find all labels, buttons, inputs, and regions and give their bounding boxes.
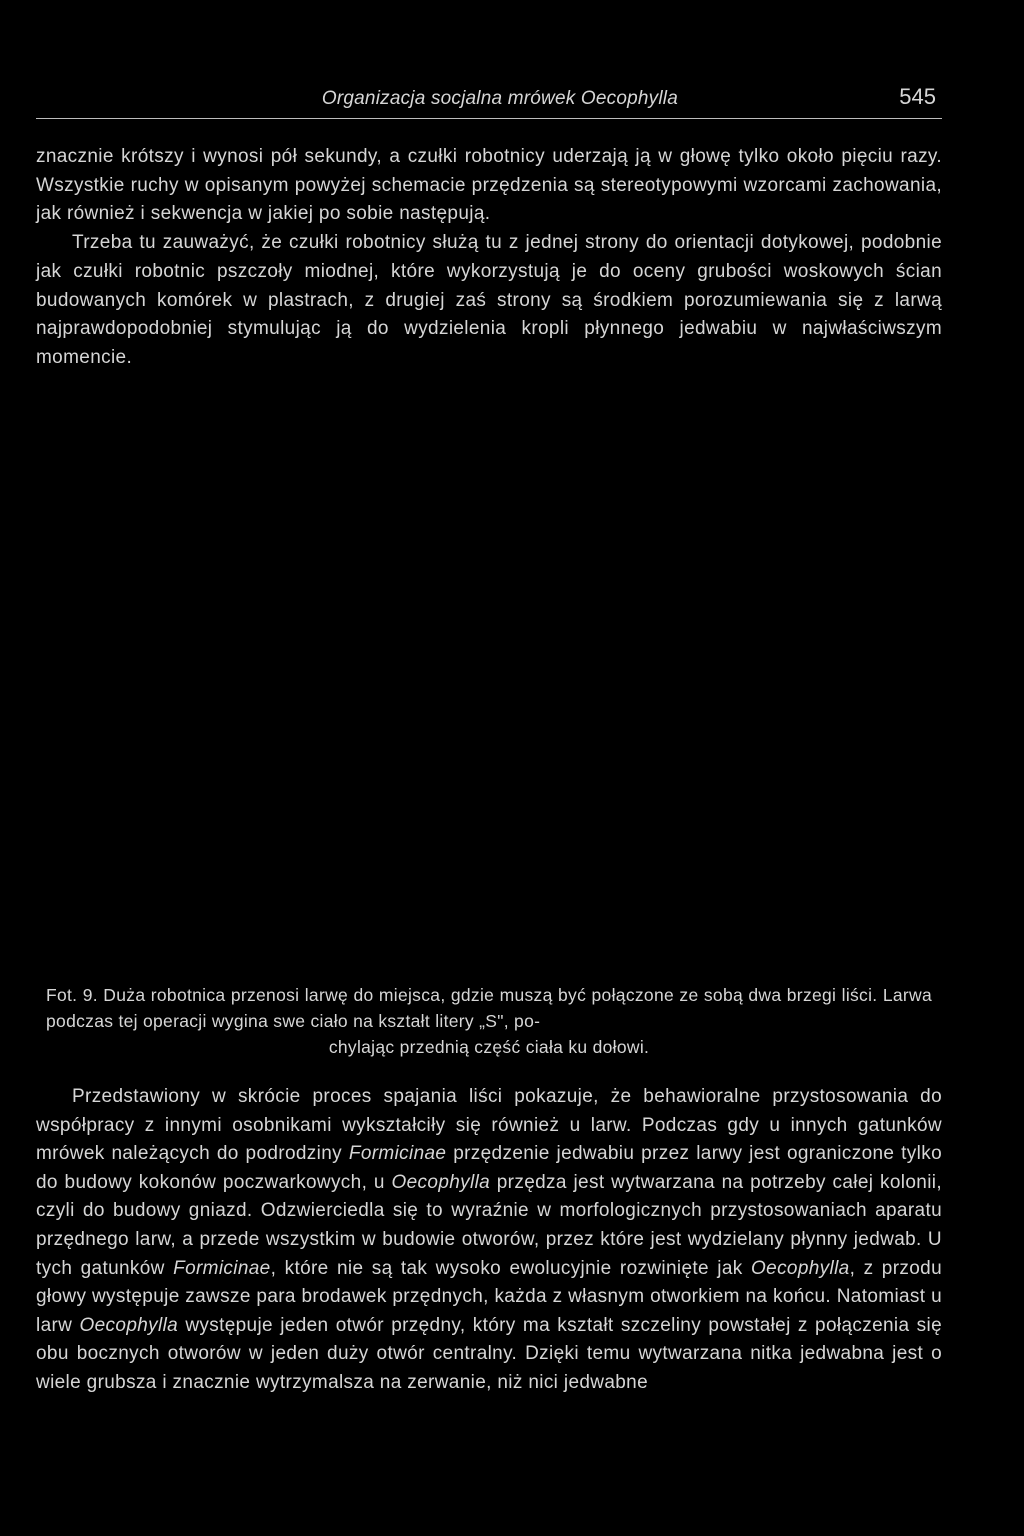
text-run: , z przodu głowy występuje zawsze para brodawek przędnych, każda z własnym otworkiem na końcu. Natomiast u larw: [36, 1257, 943, 1336]
text-run: występuje jeden otwór przędny, który ma kształt szczeliny powstałej z połączenia się obu bocznych otworów w jeden duży otwór centralny. Dzięki temu wytwarzana nitka jedwabna jest o wiele grubsza i znacznie wytrzymalsza na zerwanie, niż nici jedwabne: [36, 1314, 942, 1393]
book-page: [36, 0, 942, 1536]
taxon-name: Formicinae: [173, 1257, 271, 1279]
taxon-name: Oecophylla: [751, 1257, 850, 1279]
photo-9: [36, 432, 942, 972]
text-run: , które nie są tak wysoko ewolucyjnie rozwinięte jak: [270, 1257, 752, 1279]
taxon-name: Formicinae: [348, 1143, 447, 1165]
upper-text-block: [36, 143, 942, 373]
paragraph-antennae: Trzeba tu zauważyć, że czułki robotnicy służą tu z jednej strony do orientacji dotykowej, podobnie jak czułki robotnic pszczoły miodnej, które wykorzystują je do oceny grubości woskowych ścian budowanych komórek w plastrach, z drugiej zaś strony są środkiem porozumiewania się z larwą najprawdopodobniej stymulując ją do wydzielenia kropli płynnego jedwabiu w najwłaściwszym momencie.: [36, 232, 942, 368]
lower-text-block: [36, 1083, 942, 1398]
text-run: przędzenie jedwabiu przez larwy jest ograniczone tylko do budowy kokonów poczwarkowych, u: [36, 1143, 942, 1193]
figure-caption: [46, 982, 932, 1060]
taxon-name: Oecophylla: [391, 1171, 491, 1193]
running-head: [36, 84, 942, 114]
page-number: 545: [899, 84, 936, 109]
paragraph-continued: znacznie krótszy i wynosi pół sekundy, a czułki robotnicy uderzają ją w głowę tylko około pięciu razy. Wszystkie ruchy w opisanym powyżej schemacie przędzenia są stereotypowymi wzorcami zachowania, jak również i sekwencja w jakiej po sobie następują.: [36, 146, 942, 225]
text-run: przędza jest wytwarzana na potrzeby całej kolonii, czyli do budowy gniazd. Odzwierciedla się to wyraźnie w morfologicznych przystosowaniach aparatu przędnego larw, a przede wszystkim w budowie otworów, przez które jest wydzielany płynny jedwab. U tych gatunków: [36, 1171, 942, 1279]
header-rule: [36, 118, 942, 119]
taxon-name: Oecophylla: [79, 1314, 179, 1336]
paragraph-larval-adaptations: [36, 1083, 942, 1398]
caption-last-line: chylając przednią część ciała ku dołowi.: [328, 1037, 650, 1057]
text-run: Przedstawiony w skrócie proces spajania liści pokazuje, że behawioralne przystosowania do współpracy z innymi osobnikami wykształciły się również u larw. Podczas gdy u innych gatunków mrówek należących do podrodziny: [36, 1086, 942, 1165]
caption-main-text: Fot. 9. Duża robotnica przenosi larwę do miejsca, gdzie muszą być połączone ze sobą dwa brzegi liści. Larwa podczas tej operacji wygina swe ciało na kształt litery „S", po-: [46, 985, 932, 1031]
running-title: Organizacja socjalna mrówek Oecophylla: [321, 88, 678, 109]
